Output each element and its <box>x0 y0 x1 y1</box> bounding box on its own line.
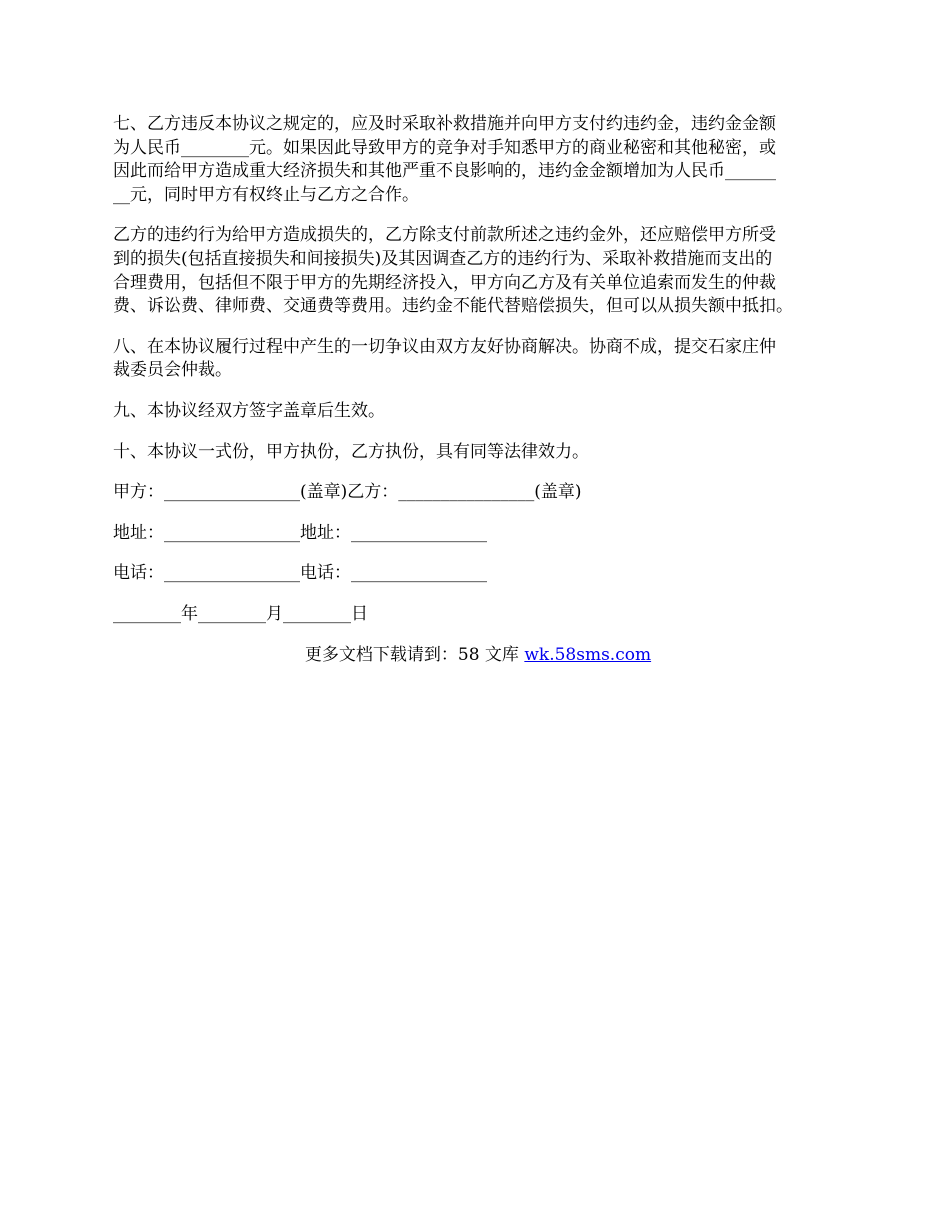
phone-line <box>113 562 843 586</box>
document-body <box>113 113 843 684</box>
damages-paragraph <box>113 224 843 318</box>
text-line: __元，同时甲方有权终止与乙方之合作。 <box>113 184 419 205</box>
clause-8-paragraph <box>113 336 843 383</box>
text-line: 到的损失(包括直接损失和间接损失)及其因调查乙方的违约行为、采取补救措施而支出的 <box>113 248 773 269</box>
text-line: 为人民币________元。如果因此导致甲方的竞争对手知悉甲方的商业秘密和其他秘密，或 <box>113 137 776 158</box>
text-line: 七、乙方违反本协议之规定的，应及时采取补救措施并向甲方支付约违约金，违约金金额 <box>113 114 776 134</box>
text-line: 八、在本协议履行过程中产生的一切争议由双方友好协商解决。协商不成，提交石家庄仲 <box>113 336 776 357</box>
text-line: 乙方的违约行为给甲方造成损失的，乙方除支付前款所述之违约金外，还应赔偿甲方所受 <box>113 225 776 246</box>
address-text: 地址：________________地址：________________ <box>113 522 487 543</box>
clause-10-paragraph <box>113 441 843 465</box>
clause-7-paragraph <box>113 113 843 207</box>
footer-link[interactable]: wk.58sms.com <box>524 644 652 665</box>
footer-prefix: 更多文档下载请到：58 文库 <box>304 644 525 665</box>
text-line: 因此而给甲方造成重大经济损失和其他严重不良影响的，违约金金额增加为人民币______ <box>113 161 776 182</box>
address-line <box>113 522 843 546</box>
text-line: 合理费用，包括但不限于甲方的先期经济投入，甲方向乙方及有关单位追索而发生的仲裁 <box>113 272 776 293</box>
phone-text: 电话：________________电话：________________ <box>113 563 487 584</box>
clause-9-paragraph <box>113 400 843 424</box>
text-line: 十、本协议一式份，甲方执份，乙方执份，具有同等法律效力。 <box>113 441 589 462</box>
download-footer <box>113 644 843 668</box>
text-line: 九、本协议经双方签字盖章后生效。 <box>113 400 385 421</box>
text-line: 裁委员会仲裁。 <box>113 360 232 381</box>
date-text: ________年________月________日 <box>113 603 368 624</box>
signature-text: 甲方：________________(盖章)乙方：________________(盖章) <box>113 482 582 503</box>
signature-line <box>113 481 843 505</box>
date-line <box>113 603 843 627</box>
text-line: 费、诉讼费、律师费、交通费等费用。违约金不能代替赔偿损失，但可以从损失额中抵扣。 <box>113 296 793 317</box>
